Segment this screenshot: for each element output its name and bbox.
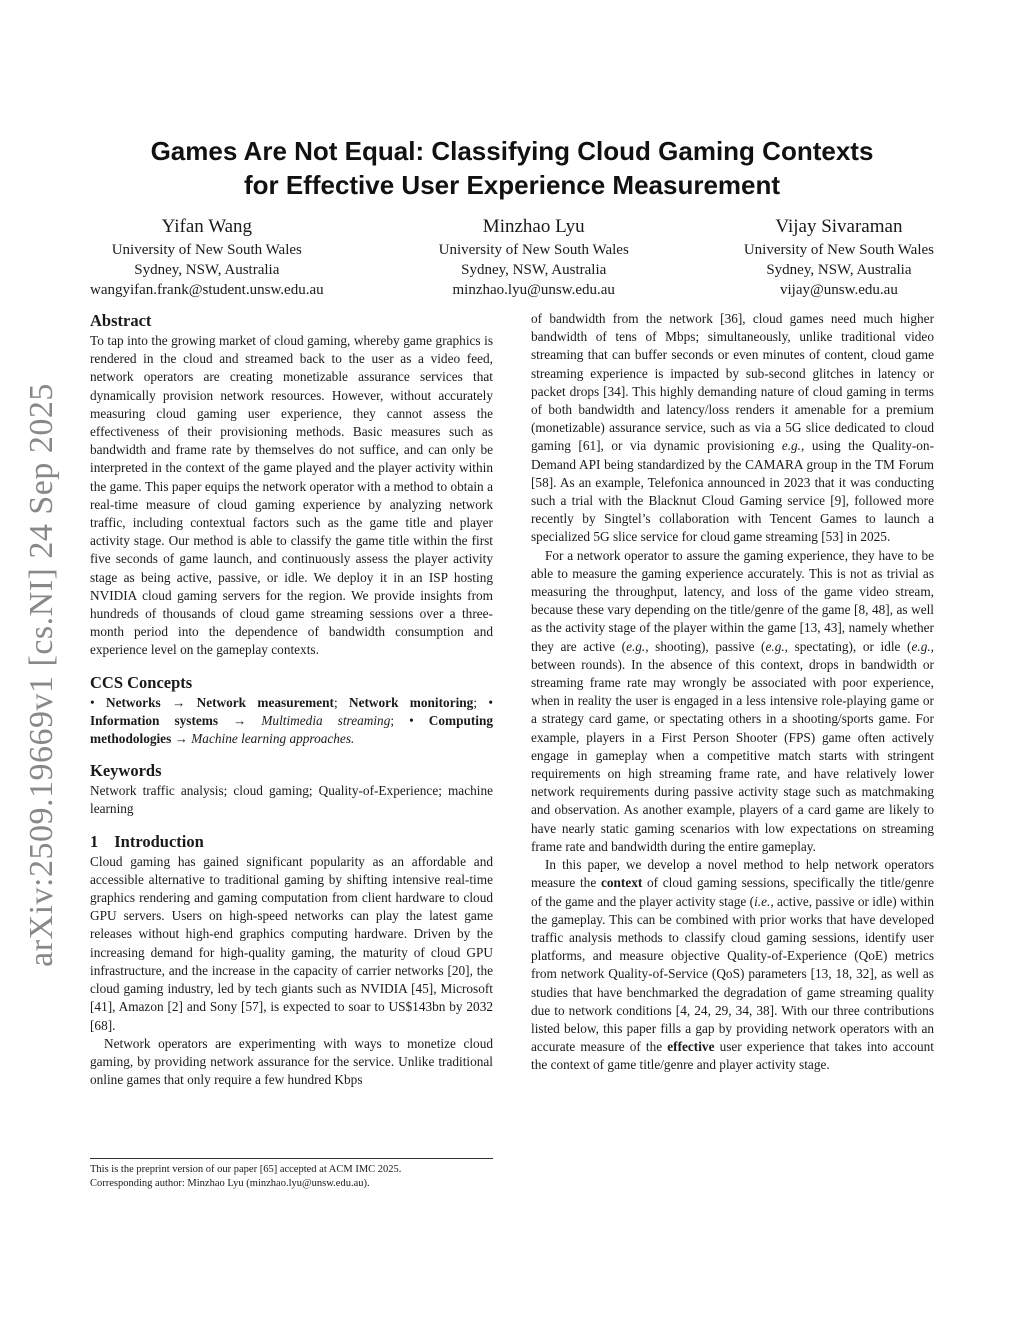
title-line-1: Games Are Not Equal: Classifying Cloud Gaming Contexts — [150, 136, 874, 166]
author-name: Vijay Sivaraman — [775, 216, 903, 237]
intro-paragraph-2: Network operators are experimenting with ways to monetize cloud gaming, by providing network assurance for the service. Unlike traditional online games that only require a few hundred Kbps — [90, 1035, 493, 1088]
intro-paragraph-3: For a network operator to assure the gaming experience, they have to be able to measure the gaming experience accurately. This is not as trivial as measuring the throughput, latency, and loss of the game video stream, because these vary depending on the title/genre of the game [8, 48], as well as the activity stage of the player within the game [13, 43], namely whether they are active (e.g., shooting), passive (e.g., spectating), or idle (e.g., between rounds). In the absence of this context, drops in bandwidth or streaming frame rate may wrongly be associated with poor experience, when in reality the user is engaged in a less intensive role-playing game or a strategy card game, or spectating others in a shooting/sports game. For example, players in a First Person Shooter (FPS) game often actively engage in gameplay when a competitive match starts with stringent requirements on high streaming frame rate, and have relatively lower network requirements during passive activity stage such as matchmaking and observation. As another example, players of a card game are likely to have nearly static gaming scenarios with low expectations on streaming frame rate and bandwidth during the entire gameplay. — [531, 547, 934, 854]
abstract-heading: Abstract — [90, 311, 152, 330]
ccs-heading: CCS Concepts — [90, 672, 193, 692]
intro-paragraph-4: In this paper, we develop a novel method to help network operators measure the context of cloud gaming sessions, specifically the title/genre of the game and the player activity stage (i.e., active, passive or idle) within the gameplay. This can be combined with prior works that have developed traffic analysis methods to classify cloud gaming sessions, identify user platforms, and measure objective Quality-of-Experience (QoE) metrics from network Quality-of-Service (QoS) parameters [13, 18, 32], as well as studies that have benchmarked the degradation of game streaming quality due to network conditions [4, 24, 29, 34, 38]. With our three contributions listed below, this paper fills a gap by providing network operators with an accurate measure of the effective user experience that takes into account the context of game title/genre and player activity stage. — [531, 857, 935, 1073]
title-line-2: for Effective User Experience Measurement — [243, 170, 781, 200]
footnote-rule — [90, 1158, 493, 1159]
right-column — [531, 310, 934, 1075]
footnote — [90, 1158, 493, 1191]
author-block — [90, 215, 934, 300]
author-affiliation: University of New South Wales — [111, 242, 302, 258]
author-location: Sydney, NSW, Australia — [461, 262, 607, 278]
section-title: Introduction — [114, 831, 204, 851]
intro-paragraph-1: Cloud gaming has gained significant popularity as an affordable and accessible alternative to traditional gaming by shifting intensive real-time graphics rendering and gaming computation from client hardware to cloud GPU servers. Users on high-speed networks can play the latest game releases without high-end graphics computing hardware. Driven by the increasing demand for high-quality gaming, the maturity of cloud GPU infrastructure, and the increase in the capacity of carrier networks [20], the cloud gaming industry, led by tech giants such as NVIDIA [45], Microsoft [41], Amazon [2] and Sony [57], is expected to soar to US$143bn by 2032 [68]. — [90, 853, 493, 1033]
section-number: 1 — [90, 831, 99, 851]
author-email[interactable]: minzhao.lyu@unsw.edu.au — [452, 282, 615, 298]
author-email[interactable]: wangyifan.frank@student.unsw.edu.au — [90, 282, 324, 298]
intro-paragraph-2-continued: of bandwidth from the network [36], cloud games need much higher bandwidth of tens of Mbps; simultaneously, unlike traditional video streaming that can buffer seconds or even minutes of content, cloud game streaming experience is impacted by sub-second glitches in latency or packet drops [34]. This highly demanding nature of cloud gaming in terms of both bandwidth and latency/loss renders it amenable for a premium (monetizable) assurance service, such as via a 5G slice dedicated to cloud gaming [61], or via dynamic provisioning e.g., using the Quality-on-Demand API being standardized by the CAMARA group in the TM Forum [58]. As an example, Telefonica announced in 2023 that it was conducting such a trial with the Blacknut Cloud Gaming service [9], followed more recently by Singtel’s collaboration with Tencent Games to launch a specialized 5G slice service for cloud game streaming [53] in 2025. — [531, 311, 935, 545]
footnote-line-2: Corresponding author: Minzhao Lyu (minzhao.lyu@unsw.edu.au). — [90, 1178, 370, 1189]
abstract-text: To tap into the growing market of cloud gaming, whereby game graphics is rendered in the cloud and streamed back to the user as a video feed, network operators are creating monetizable assurance services that dynamically provision network resources. However, without accurately measuring cloud gaming user experience, they cannot assess the effectiveness of their provisioning methods. Basic measures such as bandwidth and frame rate by themselves do not suffice, and can only be interpreted in the context of the game played and the player activity within the game. This paper equips the network operator with a method to obtain a real-time measure of cloud gaming experience by analyzing network traffic, including contextual factors such as the game title and player activity stage. Our method is able to classify the game title within the first five seconds of game launch, and continuously assess the player activity stage as being active, passive, or idle. We deploy it in an ISP hosting NVIDIA cloud gaming servers for the region. We provide insights from hundreds of thousands of cloud game streaming sessions over a three-month period into the dependence of bandwidth consumption and experience level on the gameplay contexts. — [90, 333, 493, 658]
paper-title — [80, 134, 944, 202]
arxiv-sidebar — [12, 370, 72, 980]
arxiv-identifier: arXiv:2509.19669v1 [cs.NI] 24 Sep 2025 — [23, 383, 60, 967]
ccs-concepts: • Networks → Network measurement; Network monitoring; • Information systems → Multimedia streaming; • Computing methodologies → Machine learning approaches. — [90, 694, 494, 747]
left-column — [90, 310, 493, 1089]
author-location: Sydney, NSW, Australia — [766, 262, 912, 278]
keywords-text: Network traffic analysis; cloud gaming; Quality-of-Experience; machine learning — [90, 783, 493, 817]
keywords-heading: Keywords — [90, 761, 162, 781]
author-2 — [439, 215, 629, 300]
author-1 — [90, 215, 324, 300]
author-email[interactable]: vijay@unsw.edu.au — [780, 282, 898, 298]
author-name: Yifan Wang — [161, 216, 253, 237]
author-affiliation: University of New South Wales — [743, 242, 934, 258]
author-name: Minzhao Lyu — [482, 216, 585, 237]
author-location: Sydney, NSW, Australia — [134, 262, 280, 278]
author-3 — [744, 215, 934, 300]
footnote-line-1: This is the preprint version of our paper [65] accepted at ACM IMC 2025. — [90, 1164, 402, 1175]
introduction-heading — [90, 831, 493, 853]
author-affiliation: University of New South Wales — [438, 242, 629, 258]
